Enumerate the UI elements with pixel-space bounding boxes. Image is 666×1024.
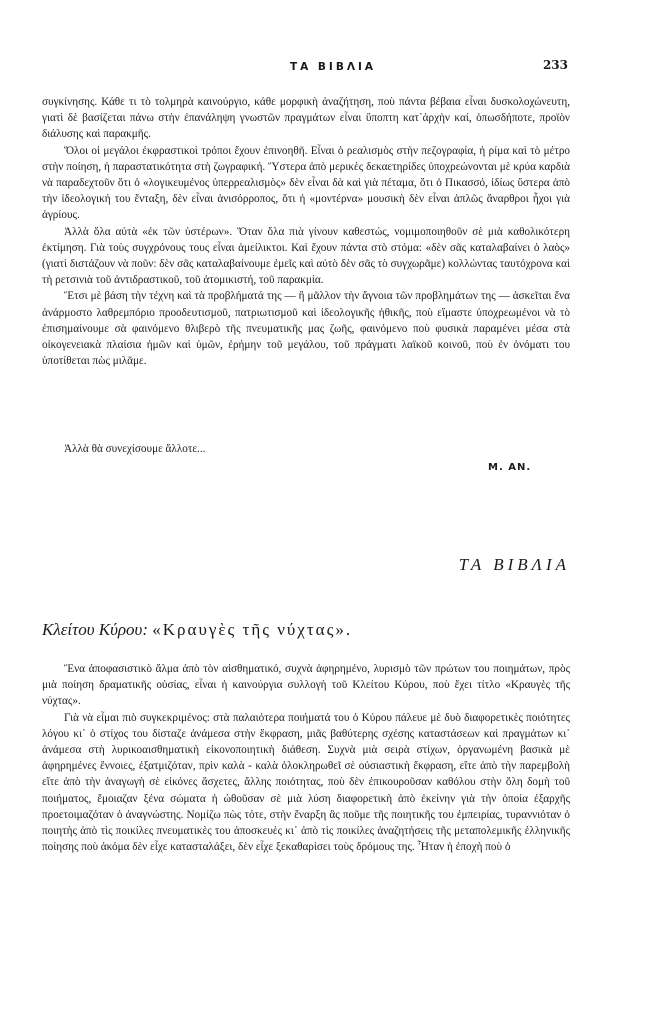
page-number: 233 <box>542 58 568 72</box>
closing-line: Ἀλλὰ θὰ συνεχίσουμε ἄλλοτε... <box>64 443 206 455</box>
review-body <box>42 661 570 855</box>
review-work-title: «Κραυγὲς τῆς νύχτας». <box>152 620 353 639</box>
review-paragraph: Ἕνα ἀποφασιστικὸ ἅλμα ἀπὸ τὸν αἰσθηματικό, συχνὰ ἀφηρημένο, λυρισμὸ τῶν πρώτων του ποιημάτων, πρὸς μιὰ ποίηση δραματικῆς οὐσίας, εἶναι ἡ καινούργια συλλογὴ τοῦ Κλείτου Κύρου, ποὺ ἔχει τίτλο «Κραυγὲς τῆς νύχτας». <box>42 663 570 708</box>
review-title <box>42 620 602 640</box>
review-author: Κλείτου Κύρου: <box>42 620 149 639</box>
article-paragraph: συγκίνησης. Κάθε τι τὸ τολμηρὰ καινούργιο, κάθε μορφικὴ ἀναζήτηση, ποὺ πάντα βέβαια εἶναι δυσκολοχώνευτη, γιατὶ δὲ βασίζεται πάνω στὴν ἐπανάληψη γνωστῶν πραγμάτων εἶναι ὕποπτη κατ᾿ἀρχὴν καί, ὁπωσδήποτε, προϊὸν διάλυσης καὶ παρακμῆς. <box>42 96 570 141</box>
running-title: ΤΑ ΒΙΒΛΙΑ <box>289 61 377 73</box>
review-paragraph: Γιὰ νὰ εἶμαι πιὸ συγκεκριμένος: στὰ παλαιότερα ποιήματά του ὁ Κύρου πάλευε μὲ δυὸ διαφορετικὲς ποιότητες λόγου κι᾿ ὁ στίχος του δίσταζε ἀνάμεσα στὴν ἔκφραση, μιᾶς βαθύτερης σχέσης καταστάσεων καὶ πραγμάτων κι᾿ ἀνάμεσα στὴ λυρικοαισθηματικὴ εἰκονοποιητικὴ διάθεση. Συχνὰ μιὰ σειρὰ στίχων, ὀργανωμένη βασικὰ μὲ ἀφηρημένες ἔννοιες, ἐξατμιζόταν, πρὶν καλὰ - καλὰ ὁλοκληρωθεῖ σὲ οὐσιαστικὴ ἔκφραση, εἴτε ἀπὸ τὴν παρεμβολὴ εἴτε ἀπὸ τὴν ἀναγωγὴ σὲ εἰκόνες ἄσχετες, ἄλλης ποιότητας, ποὺ δὲν ἐπικουροῦσαν καθόλου στὴν ὅλη δομὴ τοῦ ποιήματος, ἔμοιαζαν ξένα σώματα ἡ ὡθοῦσαν σὲ μιὰ λύση διαφορετικὴ ἀπὸ ἐκείνην γιὰ τὴν ὁποία ἐξαρχῆς προετοιμαζόταν ὁ ἀναγνώστης. Νομίζω πὼς τότε, στὴν ἔναρξη ἂς ποῦμε τῆς ποιητικῆς του ἐμπειρίας, τυραννιόταν ὁ ποιητὴς ἀπὸ τὶς ποικίλες πνευματικὲς του ἀποσκευὲς κι᾿ ἀπὸ τὶς ποικίλες ἀναζητήσεις τῆς μεταπολεμικῆς ἑλληνικῆς ποίησης ποὺ ἀκόμα δὲν εἶχε κατασταλάξει, δὲν εἶχε ξεκαθαρίσει τοὺς δρόμους της. Ἦταν ἡ ἐποχὴ ποὺ ὁ <box>42 711 570 854</box>
section-heading: ΤΑ ΒΙΒΛΙΑ <box>458 555 570 574</box>
article-paragraph: Ἔτσι μὲ βάση τὴν τέχνη καὶ τὰ προβλήματά της — ἢ μᾶλλον τὴν ἄγνοια τῶν προβλημάτων της — ἀσκεῖται ἕνα ἀνάρμοστο λαθρεμπόριο προοδευτισμοῦ, πατριωτισμοῦ καὶ ἰδεολογικῆς ἠθικῆς, ποὺ εἴμαστε ὑποχρεωμένοι νὰ τὸ ἐπισημαίνουμε σὰ φαινόμενο θλιβερὸ τῆς πνευματικῆς μας ζωῆς, φαινόμενο ποὺ φυσικὰ παραμένει μέσα στὰ οἰκογενειακὰ πλαίσια ἡμῶν καὶ ὑμῶν, ἐρήμην τοῦ μεγάλου, τοῦ πράγματι λαϊκοῦ κοινοῦ, ποὺ ἐν ὀνόματι του ὑποτίθεται πὼς μιλᾶμε. <box>42 290 570 368</box>
article-paragraph: Ἀλλὰ ὅλα αὐτὰ «ἐκ τῶν ὑστέρων». Ὅταν ὅλα πιὰ γίνουν καθεστώς, νομιμοποιηθοῦν σὲ μιὰ καθολικότερη ἐκτίμηση. Γιὰ τοὺς συγχρόνους τους εἶναι ἀμείλικτοι. Καὶ ἔχουν πάντα στὸ στόμα: «δὲν σᾶς καταλαβαίνει ὁ λαὸς» (γιατὶ διστάζουν νὰ ποῦν: δὲν σᾶς καταλαβαίνουμε ἐμεῖς καὶ αὐτὸ δὲν σᾶς τὸ συγχωρᾶμε) κολλώντας ταυτόχρονα καὶ τὴ ρετσινιὰ τοῦ ἀντιδραστικοῦ, τοῦ ἀτομικιστή, τοῦ παρακμία. <box>42 225 570 287</box>
author-signature: Μ. ΑΝ. <box>488 462 532 473</box>
article-body <box>42 94 570 369</box>
article-paragraph: Ὅλοι οἱ μεγάλοι ἐκφραστικοὶ τρόποι ἔχουν ἐπινοηθῆ. Εἶναι ὁ ρεαλισμὸς στὴν πεζογραφία, ἡ ρίμα καὶ τὸ μέτρο στὴν ποίηση, ἡ παραστατικότητα στὴ ζωγραφική. Ὕστερα ἀπὸ μερικὲς δεκαετηρίδες ὑποχρεώνονται μὲ κρύα καρδιὰ νὰ παραδεχτοῦν ὅτι ὁ «λογικευμένος ὑπερρεαλισμὸς» δὲν εἶναι δὰ καὶ γιὰ πέταμα, ὅτι ὁ Πικασσό, ἰδίως ὕστερα ἀπὸ τὴν ἰδεολογική του ἔνταξη, δὲν εἶναι ἀνισόρροπος, ὅτι ἡ «μοντέρνα» μουσικὴ δὲν εἶναι ἁπλῶς ἄναρθροι ἦχοι γιὰ ἀγρίους. <box>42 144 570 222</box>
